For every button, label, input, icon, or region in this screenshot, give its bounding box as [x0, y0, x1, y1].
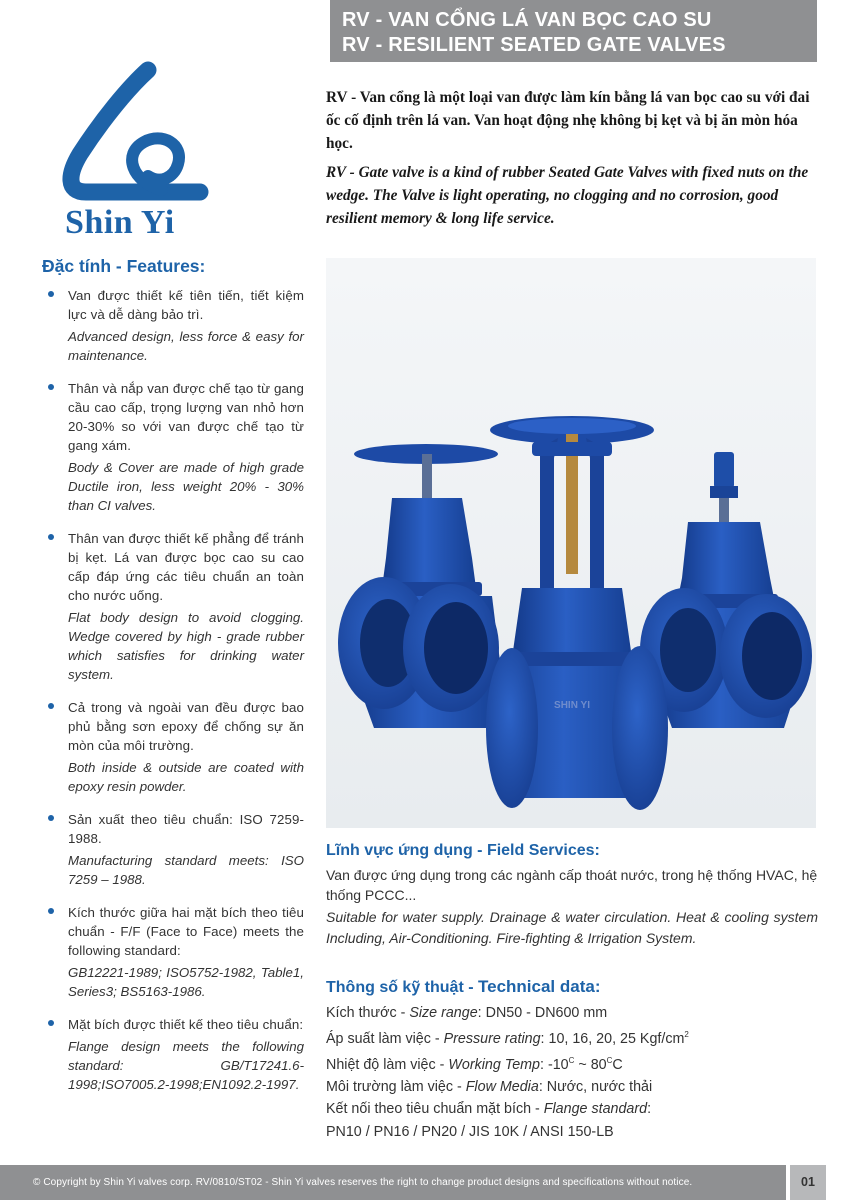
page-number: 01 [801, 1175, 815, 1189]
feature-item [42, 810, 304, 889]
spec-label-vi: Kết nối theo tiêu chuẩn mặt bích - [326, 1101, 544, 1118]
spec-value: : -10 [540, 1056, 569, 1073]
spec-label-en: Working Temp [448, 1056, 541, 1073]
bullet-icon [48, 534, 54, 540]
gate-valve-illustration [326, 258, 816, 828]
field-services-section [326, 842, 818, 948]
bullet-icon [48, 815, 54, 821]
spec-value: : 10, 16, 20, 25 Kgf/cm [540, 1030, 685, 1047]
feature-item [42, 379, 304, 515]
features-title: Đặc tính - Features: [42, 256, 206, 276]
bullet-icon [48, 1020, 54, 1026]
spec-label-vi: Kích thước - [326, 1005, 410, 1021]
feature-text-vi: Van được thiết kế tiên tiến, tiết kiệm lực và dễ dàng bảo trì. [68, 288, 304, 322]
page-number-box [790, 1165, 826, 1200]
technical-title-vi: Thông số kỹ thuật - [326, 979, 478, 996]
spec-value: C [612, 1056, 623, 1073]
intro-english: RV - Gate valve is a kind of rubber Seated Gate Valves with fixed nuts on the wedge. The Valve is light operating, no clogging and no corrosion, good resilient memory & long life service. [326, 164, 809, 227]
feature-item [42, 698, 304, 796]
title-english: RV - RESILIENT SEATED GATE VALVES [342, 34, 726, 56]
valve-left [338, 444, 502, 728]
intro-vietnamese: RV - Van cổng là một loại van được làm kín bằng lá van bọc cao su với đai ốc cố định trên lá van. Van hoạt động nhẹ không bị kẹt và bị ăn mòn hóa học. [326, 89, 810, 152]
bullet-icon [48, 908, 54, 914]
technical-title-en: Technical data: [478, 977, 601, 996]
feature-item [42, 529, 304, 684]
feature-text-en: Flange design meets the following standard: GB/T17241.6-1998;ISO7005.2-1998;EN1092.2-1997. [68, 1039, 304, 1092]
flange-standard-row [326, 1098, 818, 1120]
features-section [42, 256, 304, 1108]
field-services-title-vi: Lĩnh vực ứng dụng - [326, 842, 487, 859]
feature-text-vi: Thân và nắp van được chế tạo từ gang cầu cao cấp, trọng lượng van nhỏ hơn 20-30% so với van được chế tạo từ gang xám. [68, 381, 304, 453]
intro-text [326, 86, 818, 236]
flange-standard-value-row: PN10 / PN16 / PN20 / JIS 10K / ANSI 150-LB [326, 1123, 614, 1140]
feature-text-vi: Thân van được thiết kế phẳng để tránh bị kẹt. Lá van được bọc cao su cao cấp đáp ứng các tiêu chuẩn an toàn cho nước uống. [68, 531, 304, 603]
brand-name: Shin Yi [65, 204, 175, 241]
footer-bar [0, 1165, 786, 1200]
spec-value: : [647, 1101, 652, 1118]
spec-unit-superscript: C [568, 1056, 575, 1066]
technical-data-section [326, 977, 818, 1143]
flow-media-row [326, 1076, 818, 1098]
spec-value: : Nước, nước thải [538, 1079, 653, 1096]
header-banner [330, 0, 817, 62]
spec-value: : DN50 - DN600 mm [477, 1005, 608, 1021]
feature-text-vi: Kích thước giữa hai mặt bích theo tiêu chuẩn - F/F (Face to Face) meets the following standard: [68, 905, 304, 958]
feature-text-en: Manufacturing standard meets: ISO 7259 – 1988. [68, 853, 304, 887]
feature-text-en: Both inside & outside are coated with epoxy resin powder. [68, 760, 304, 794]
bullet-icon [48, 384, 54, 390]
feature-item [42, 286, 304, 365]
field-services-text-en: Suitable for water supply. Drainage & water circulation. Heat & cooling system Including, Air-Conditioning. Fire-fighting & Irrigation System. [326, 909, 818, 946]
valve-right [640, 452, 812, 728]
spec-label-en: Pressure rating [443, 1030, 541, 1047]
feature-text-vi: Mặt bích được thiết kế theo tiêu chuẩn: [68, 1017, 304, 1032]
size-range-row [326, 1002, 818, 1024]
feature-text-en: Body & Cover are made of high grade Ductile iron, less weight 20% - 30% than CI valves. [68, 460, 304, 513]
valve-marking: SHIN YI [554, 700, 590, 711]
feature-text-en: Flat body design to avoid clogging. Wedge covered by high - grade rubber which satisfies for drinking water system. [68, 610, 304, 682]
pressure-rating-row [326, 1024, 818, 1050]
copyright-notice: © Copyright by Shin Yi valves corp. RV/0810/ST02 - Shin Yi valves reserves the right to change product designs and specifications without notice. [33, 1177, 693, 1188]
product-photo [326, 258, 816, 828]
valve-center [486, 416, 668, 810]
spec-label-vi: Áp suất làm việc - [326, 1030, 444, 1047]
title-vietnamese: RV - VAN CỔNG LÁ VAN BỌC CAO SU [342, 9, 712, 31]
spec-unit-superscript: 2 [684, 1030, 689, 1040]
shin-yi-logo [50, 58, 230, 248]
feature-text-vi: Sản xuất theo tiêu chuẩn: ISO 7259-1988. [68, 812, 304, 846]
spec-unit-superscript: C [606, 1056, 613, 1066]
spec-label-en: Flow Media [465, 1079, 539, 1096]
field-services-title-en: Field Services: [486, 842, 600, 859]
spec-label-en: Flange standard [543, 1101, 648, 1118]
technical-data-title [326, 977, 818, 997]
feature-item [42, 1015, 304, 1094]
feature-text-vi: Cả trong và ngoài van đều được bao phủ bằng sơn epoxy để chống sự ăn mòn của môi trường. [68, 700, 304, 753]
feature-text-en: Advanced design, less force & easy for maintenance. [68, 329, 304, 363]
bullet-icon [48, 291, 54, 297]
spec-value: ~ 80 [574, 1056, 607, 1073]
shin-yi-logo-icon [50, 58, 230, 208]
bullet-icon [48, 703, 54, 709]
spec-label-vi: Môi trường làm việc - [326, 1079, 466, 1096]
spec-label-en: Size range [409, 1005, 478, 1021]
feature-item [42, 903, 304, 1001]
working-temp-row [326, 1050, 818, 1076]
feature-text-en: GB12221-1989; ISO5752-1982, Table1, Series3; BS5163-1986. [68, 965, 304, 999]
field-services-text-vi: Van được ứng dụng trong các ngành cấp thoát nước, trong hệ thống HVAC, hệ thống PCCC... [326, 867, 818, 903]
spec-label-vi: Nhiệt độ làm việc - [326, 1056, 449, 1073]
field-services-title [326, 842, 818, 860]
